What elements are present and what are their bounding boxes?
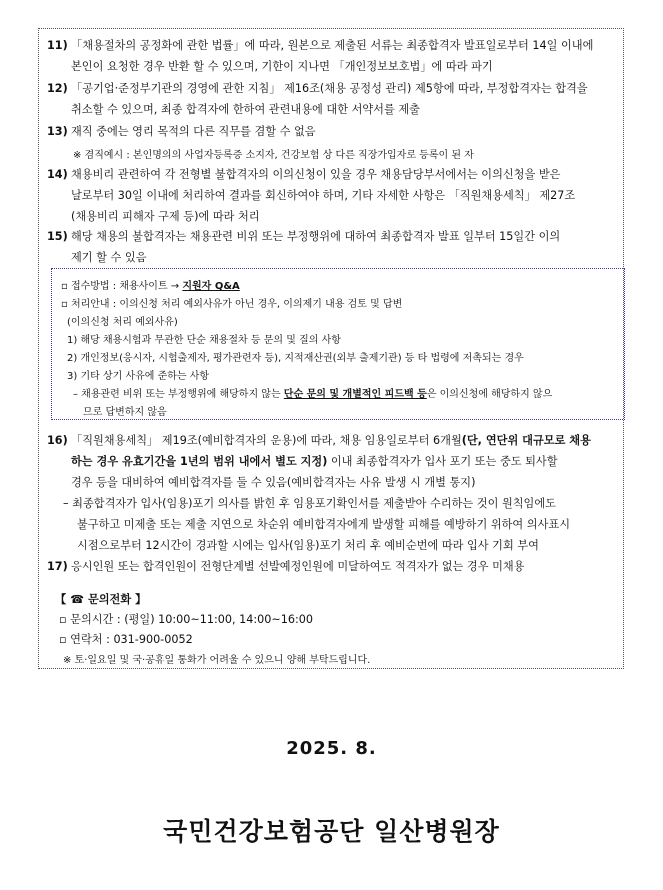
item-17-text: 응시인원 또는 합격인원이 전형단계별 선발예정인원에 미달하여도 적격자가 없는 경우 미채용 <box>71 560 525 573</box>
item-15-number: 15) <box>47 230 68 243</box>
item-16-text-bold: (단, 연단위 대규모로 채용 <box>461 434 591 447</box>
item-13-text: 재직 중에는 영리 목적의 다른 직무를 겸할 수 없음 <box>71 125 316 138</box>
issuing-organization: 국민건강보험공단 일산병원장 <box>163 817 500 846</box>
item-17-line-1 <box>47 558 525 574</box>
item-14-line-1 <box>47 166 560 182</box>
item-16-detail-2: 불구하고 미제출 또는 제출 지연으로 차순위 예비합격자에게 발생할 피해를 예방하기 위하여 의사표시 <box>77 518 571 531</box>
item-11-text: 「채용절차의 공정화에 관한 법률」에 따라, 원본으로 제출된 서류는 최종합격자 발표일로부터 14일 이내에 <box>71 39 594 52</box>
notice-receipt-method <box>61 277 240 292</box>
item-14-line-3: (채용비리 피해자 구제 등)에 따라 처리 <box>71 210 260 223</box>
item-15-text: 해당 채용의 불합격자는 채용관련 비위 또는 부정행위에 대하여 최종합격자 발표 일부터 15일간 이의 <box>71 230 561 243</box>
notice-exception-heading: (이의신청 처리 예외사유) <box>67 317 178 328</box>
notice-processing-guide: ▫ 처리안내 : 이의신청 처리 예외사유가 아닌 경우, 이의제기 내용 검토 및 답변 <box>61 299 403 310</box>
applicant-qna-link[interactable]: 지원자 Q&A <box>182 281 240 292</box>
notice-feedback-post: 은 이의신청에 해당하지 않으 <box>426 389 553 400</box>
item-16-text-b: 이내 최종합격자가 입사 포기 또는 중도 퇴사할 <box>327 455 558 468</box>
contact-heading <box>55 591 146 607</box>
item-14-number: 14) <box>47 168 68 181</box>
contact-phone: ▫ 연락처 : 031-900-0052 <box>59 633 193 646</box>
item-14-line-2: 날로부터 30일 이내에 처리하여 결과를 회신하여야 하며, 기타 자세한 사항은 「직원채용세칙」 제27조 <box>71 189 576 202</box>
item-15-line-1 <box>47 228 560 244</box>
notice-feedback-pre: – 채용관련 비위 또는 부정행위에 해당하지 않는 <box>73 389 284 400</box>
notice-receipt-label: ▫ 접수방법 : 채용사이트 → <box>61 281 183 292</box>
notice-exception-3: 3) 기타 상기 사유에 준하는 사항 <box>67 371 210 382</box>
item-16-text-a: 「직원채용세칙」 제19조(예비합격자의 운용)에 따라, 채용 임용일로부터 6개월 <box>71 434 462 447</box>
item-16-line-2 <box>71 453 558 469</box>
notice-exception-2: 2) 개인정보(응시자, 시험출제자, 평가관련자 등), 지적재산권(외부 출제기관) 등 타 법령에 저촉되는 경우 <box>67 353 524 364</box>
item-12-number: 12) <box>47 82 68 95</box>
item-12-line-1 <box>47 80 588 96</box>
contact-heading-open: 【 <box>55 593 67 606</box>
notice-feedback-emphasis: 단순 문의 및 개별적인 피드백 등 <box>283 389 427 400</box>
item-16-validity-bold: 하는 경우 유효기간을 1년의 범위 내에서 별도 지정) <box>71 455 328 468</box>
item-13-line-1 <box>47 123 316 139</box>
item-13-number: 13) <box>47 125 68 138</box>
notice-exception-1: 1) 해당 채용시험과 무관한 단순 채용절차 등 문의 및 질의 사항 <box>67 335 341 346</box>
item-12-text: 「공기업·준정부기관의 경영에 관한 지침」 제16조(채용 공정성 관리) 제5항에 따라, 부정합격자는 합격을 <box>71 82 588 95</box>
phone-icon: ☎ <box>70 593 85 606</box>
item-11-number: 11) <box>47 39 68 52</box>
item-16-line-3: 경우 등을 대비하여 예비합격자를 둘 수 있음(예비합격자는 사유 발생 시 개별 통지) <box>71 476 476 489</box>
document-date: 2025. 8. <box>286 738 377 759</box>
notice-feedback-line-2: 므로 답변하지 않음 <box>83 407 167 418</box>
item-16-line-1 <box>47 432 591 448</box>
contact-hours: ▫ 문의시간 : (평일) 10:00~11:00, 14:00~16:00 <box>59 613 313 626</box>
item-11-line-1 <box>47 37 593 53</box>
item-11-line-2: 본인이 요청한 경우 반환 할 수 있으며, 기한이 지나면 「개인정보보호법」에 따라 파기 <box>71 60 493 73</box>
item-16-detail-3: 시점으로부터 12시간이 경과할 시에는 입사(임용)포기 처리 후 예비순번에 따라 입사 기회 부여 <box>77 539 539 552</box>
item-16-number: 16) <box>47 434 68 447</box>
contact-note: ※ 토·일요일 및 국·공휴일 통화가 어려울 수 있으니 양해 부탁드립니다. <box>63 655 371 666</box>
contact-heading-label: 문의전화 <box>84 593 136 606</box>
item-15-line-2: 제기 할 수 있음 <box>71 251 147 264</box>
notice-feedback-line-1 <box>73 385 552 400</box>
contact-heading-close: 】 <box>135 593 147 606</box>
item-17-number: 17) <box>47 560 68 573</box>
item-14-text: 채용비리 관련하여 각 전형별 불합격자의 이의신청이 있을 경우 채용담당부서에서는 이의신청을 받은 <box>71 168 561 181</box>
item-13-note: ※ 겸직예시 : 본인명의의 사업자등록증 소지자, 건강보험 상 다른 직장가입자로 등록이 된 자 <box>73 150 474 161</box>
item-16-detail-1: – 최종합격자가 입사(임용)포기 의사를 밝힌 후 임용포기확인서를 제출받아 수리하는 것이 원칙임에도 <box>63 497 556 510</box>
item-12-line-2: 취소할 수 있으며, 최종 합격자에 한하여 관련내용에 대한 서약서를 제출 <box>71 103 420 116</box>
